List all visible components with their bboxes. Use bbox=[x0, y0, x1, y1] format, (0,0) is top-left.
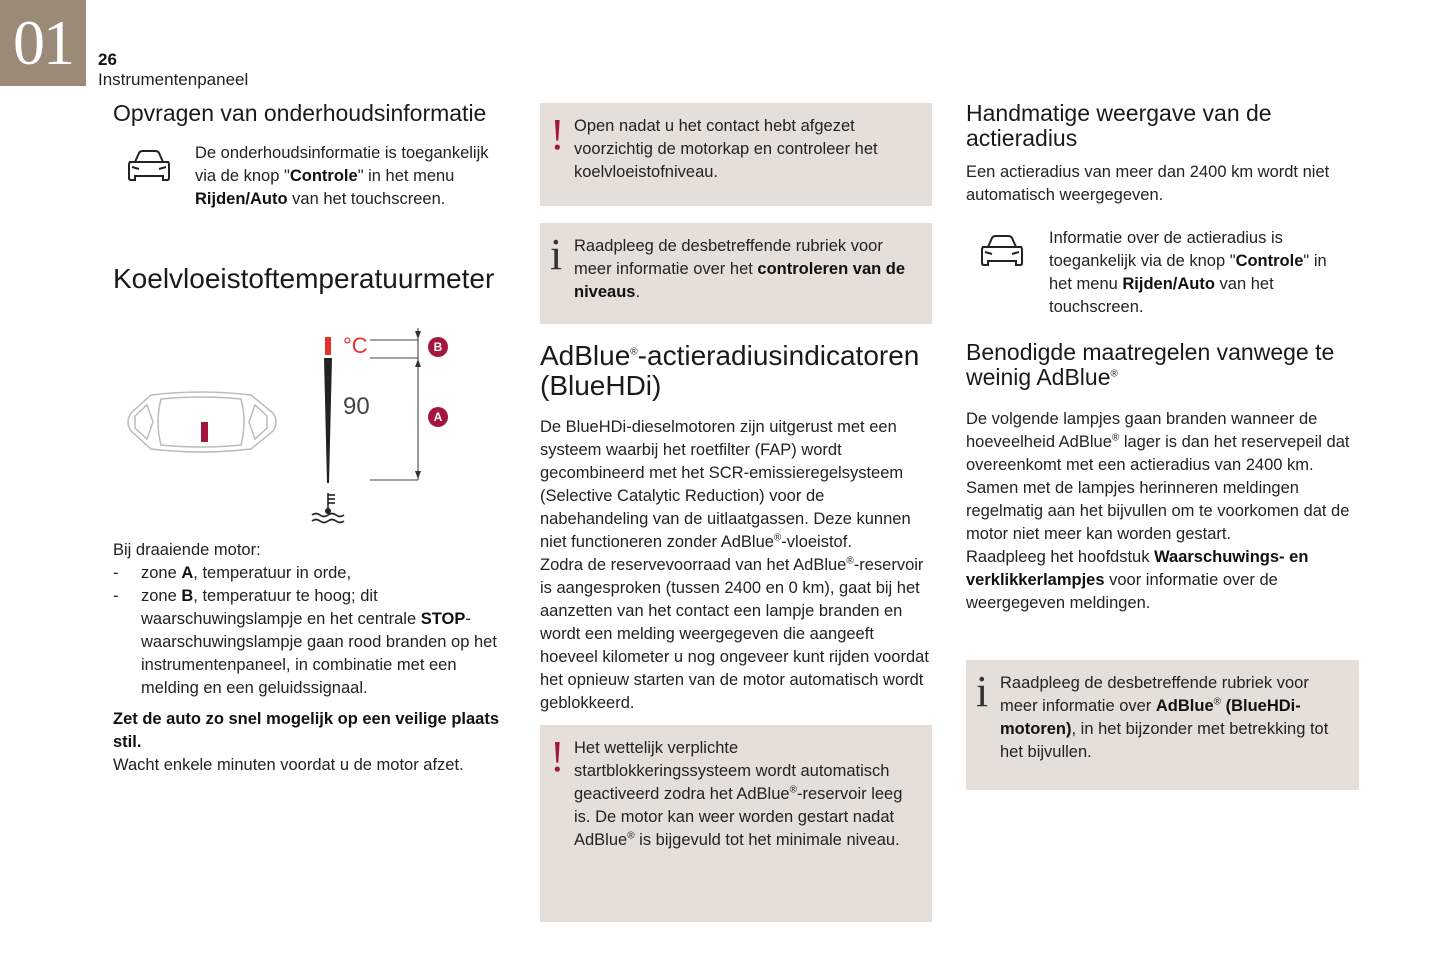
warning-icon: ! bbox=[550, 732, 565, 781]
zone-a-badge: A bbox=[428, 407, 448, 427]
range-description: Een actieradius van meer dan 2400 km wordt niet automatisch weergegeven. bbox=[966, 163, 1330, 204]
car-front-icon bbox=[125, 148, 173, 184]
range-heading: Handmatige weergave van de actieradius bbox=[966, 100, 1272, 151]
list-item: - zone A, temperatuur in orde, bbox=[113, 562, 508, 585]
chapter-number: 01 bbox=[13, 7, 73, 78]
maintenance-heading: Opvragen van onderhoudsinformatie bbox=[113, 100, 487, 126]
adblue-heading: AdBlue®-actieradiusindicatoren (BlueHDi) bbox=[540, 340, 920, 401]
zone-list bbox=[113, 562, 508, 700]
coolant-gauge-diagram bbox=[113, 325, 493, 530]
adblue-description: De BlueHDi-dieselmotoren zijn uitgerust met een systeem waarbij het roetfilter (FAP) wordt gecombineerd met het SCR-emissieregelsysteem (Selective Catalytic Reduction) voor de nabehandeling van de uitlaatgassen. Deze kunnen niet functioneren zonder AdBlue®-vloeistof. Zodra de reservevoorraad van het AdBlue®-reservoir is aangesproken (tussen 2400 en 0 km), gaat bij het aanzetten van het contact een lampje branden en wordt een melding weergegeven die aangeeft hoeveel kilometer u nog ongeveer kunt rijden voordat het opnieuw starten van de motor automatisch wordt geblokkeerd. bbox=[540, 418, 929, 712]
controle-button-ref: Controle bbox=[289, 167, 358, 185]
warning-box-adblue: ! Het wettelijk verplichte startblokkeringssysteem wordt automatisch geactiveerd zodra het AdBlue®-reservoir leeg is. De motor kan weer worden gestart nadat AdBlue® is bijgevuld tot het minimale niveau. bbox=[540, 725, 932, 922]
warning-lamps-chapter-ref: Waarschuwings- en verklikkerlampjes bbox=[966, 548, 1309, 589]
coolant-temperature-icon bbox=[312, 493, 344, 523]
gauge-unit: °C bbox=[343, 333, 368, 358]
page-number: 26 bbox=[98, 50, 117, 69]
coolant-heading: Koelvloeistoftemperatuurmeter bbox=[113, 263, 495, 294]
safety-instruction: Zet de auto zo snel mogelijk op een veilige plaats stil. bbox=[113, 710, 500, 751]
car-front-icon bbox=[978, 233, 1026, 269]
measures-description: De volgende lampjes gaan branden wanneer de hoeveelheid AdBlue® lager is dan het reservepeil dat overeenkomt met een actieradius van 2400 km. Samen met de lampjes herinneren meldingen regelmatig aan het bijvullen om te voorkomen dat de motor niet meer kan worden gestart. Raadpleeg het hoofdstuk Waarschuwings- en verklikkerlampjes voor informatie over de weergegeven meldingen. bbox=[966, 410, 1350, 612]
range-info-text: Informatie over de actieradius is toegankelijk via de knop "Controle" in het menu Rijden/Auto van het touchscreen. bbox=[1049, 229, 1327, 316]
info-icon: i bbox=[550, 230, 563, 279]
list-item: - zone B, temperatuur te hoog; dit waarschuwingslampje en het centrale STOP-waarschuwingslampje gaan rood branden op het instrumentenpaneel, in combinatie met een melding en een geluidssignaal. bbox=[113, 585, 508, 700]
coolant-description: Bij draaiende motor: - zone A, temperatuur in orde, - zone B, temperatuur te hoog; dit waarschuwingslampje en het centrale STOP-waarschuwingslampje gaan rood branden op het instrumentenpaneel, in combinatie met een melding en een geluidssignaal. Zet de auto zo snel mogelijk op een veilige plaats stil. Wacht enkele minuten voordat u de motor afzet. bbox=[113, 539, 508, 777]
warning-icon: ! bbox=[550, 110, 565, 159]
chapter-tab bbox=[0, 0, 86, 86]
warning-box-coolant: ! Open nadat u het contact hebt afgezet voorzichtig de motorkap en controleer het koelvloeistofniveau. bbox=[540, 103, 932, 206]
info-icon: i bbox=[976, 667, 989, 716]
levels-ref: controleren van de niveaus bbox=[574, 260, 906, 301]
rijden-auto-menu-ref: Rijden/Auto bbox=[195, 190, 288, 208]
info-box-levels: i Raadpleeg de desbetreffende rubriek voor meer informatie over het controleren van de niveaus. bbox=[540, 223, 932, 324]
info-box-adblue: i Raadpleeg de desbetreffende rubriek voor meer informatie over AdBlue® (BlueHDi-motoren), in het bijzonder met betrekking tot het bijvullen. bbox=[966, 660, 1359, 790]
measures-heading: Benodigde maatregelen vanwege te weinig AdBlue® bbox=[966, 339, 1335, 390]
zone-b-badge: B bbox=[428, 337, 448, 357]
maintenance-info-row bbox=[125, 142, 505, 211]
chapter-title: Instrumentenpaneel bbox=[98, 70, 249, 89]
maintenance-info-text: De onderhoudsinformatie is toegankelijk via de knop "Controle" in het menu Rijden/Auto van het touchscreen. bbox=[195, 144, 489, 208]
range-info-row bbox=[978, 227, 1358, 319]
gauge-value-label: 90 bbox=[343, 393, 370, 420]
coolant-temperature-gauge bbox=[308, 325, 468, 530]
wait-instruction: Wacht enkele minuten voordat u de motor afzet. bbox=[113, 756, 464, 774]
